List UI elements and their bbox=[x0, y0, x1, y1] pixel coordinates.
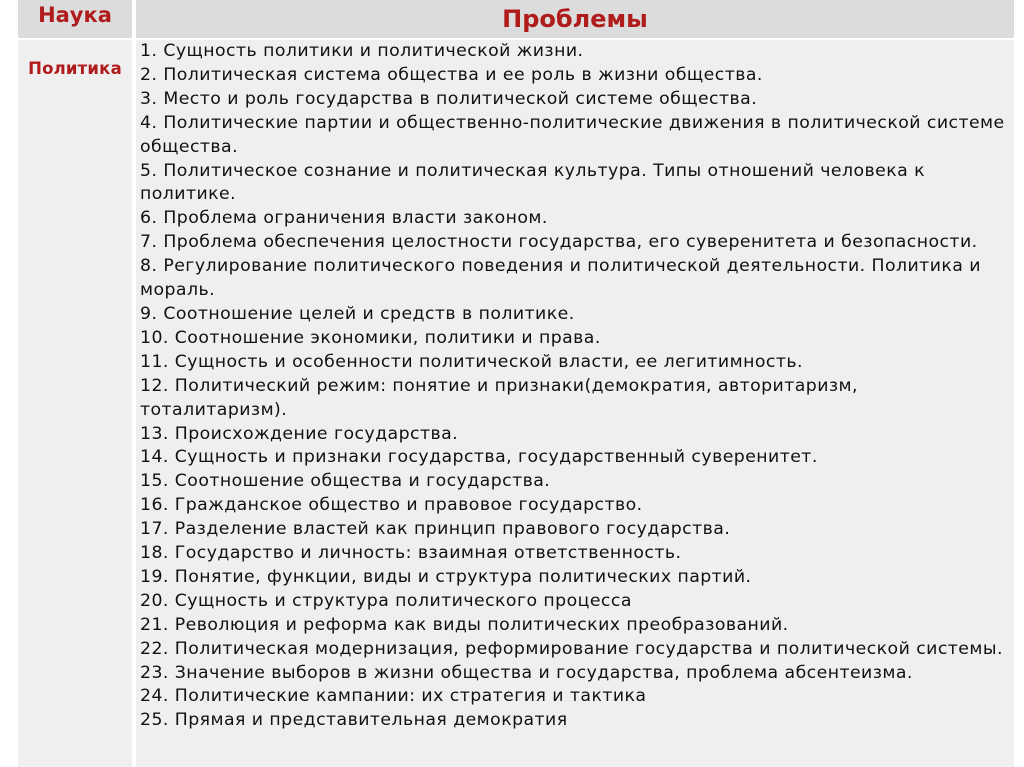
list-item: 5. Политическое сознание и политическая культура. Типы отношений человека к политике. bbox=[140, 160, 925, 205]
list-item: 22. Политическая модернизация, реформирование государства и политической системы. bbox=[140, 638, 1003, 659]
header-science: Наука bbox=[18, 0, 136, 38]
list-item: 16. Гражданское общество и правовое государство. bbox=[140, 495, 643, 516]
list-item: 25. Прямая и представительная демократия bbox=[140, 710, 568, 731]
list-item: 4. Политические партии и общественно-политические движения в политической системе общества. bbox=[140, 112, 1005, 157]
list-item: 23. Значение выборов в жизни общества и государства, проблема абсентеизма. bbox=[140, 662, 913, 683]
science-cell: Политика bbox=[18, 40, 136, 767]
list-item: 1. Сущность политики и политической жизни. bbox=[140, 41, 584, 61]
list-item: 17. Разделение властей как принцип правового государства. bbox=[140, 519, 731, 540]
list-item: 14. Сущность и признаки государства, государственный суверенитет. bbox=[140, 447, 818, 468]
list-item: 24. Политические кампании: их стратегия и тактика bbox=[140, 686, 647, 707]
list-item: 10. Соотношение экономики, политики и права. bbox=[140, 327, 601, 348]
list-item: 13. Происхождение государства. bbox=[140, 423, 459, 444]
list-item: 18. Государство и личность: взаимная ответственность. bbox=[140, 543, 682, 564]
list-item: 11. Сущность и особенности политической власти, ее легитимность. bbox=[140, 351, 803, 372]
list-item: 12. Политический режим: понятие и признаки(демократия, авторитаризм, тоталитаризм). bbox=[140, 375, 858, 420]
list-item: 3. Место и роль государства в политической системе общества. bbox=[140, 88, 758, 109]
table-header-row bbox=[18, 0, 1014, 38]
list-item: 19. Понятие, функции, виды и структура политических партий. bbox=[140, 566, 752, 587]
problems-list bbox=[136, 40, 1014, 733]
list-item: 7. Проблема обеспечения целостности государства, его суверенитета и безопасности. bbox=[140, 232, 978, 253]
list-item: 20. Сущность и структура политического процесса bbox=[140, 590, 632, 611]
problems-cell bbox=[136, 40, 1014, 767]
list-item: 8. Регулирование политического поведения и политической деятельности. Политика и мораль. bbox=[140, 256, 981, 301]
list-item: 9. Соотношение целей и средств в политике. bbox=[140, 303, 575, 324]
table-row bbox=[18, 38, 1014, 767]
list-item: 6. Проблема ограничения власти законом. bbox=[140, 208, 548, 229]
list-item: 15. Соотношение общества и государства. bbox=[140, 471, 551, 492]
list-item: 2. Политическая система общества и ее роль в жизни общества. bbox=[140, 64, 763, 85]
list-item: 21. Революция и реформа как виды политических преобразований. bbox=[140, 614, 789, 635]
header-problems: Проблемы bbox=[136, 0, 1014, 38]
